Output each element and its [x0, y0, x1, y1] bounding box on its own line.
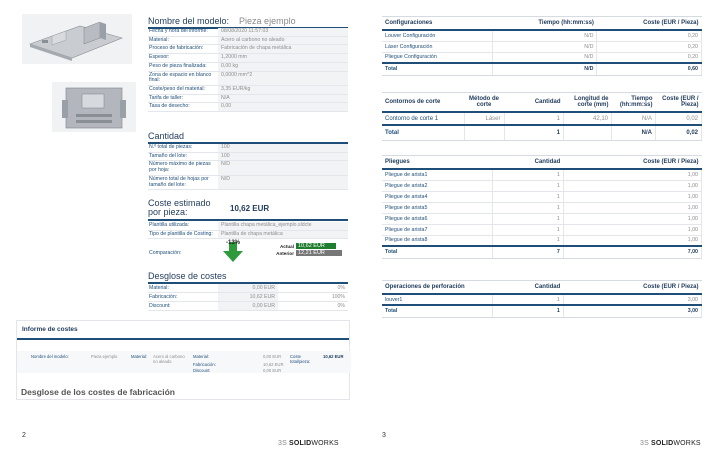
property-row: Espesor: 1,2000 mm — [148, 54, 348, 63]
template-row: Plantilla utilizada: Plantilla chapa metálica_ejemplo.sldcte — [148, 222, 348, 231]
model-name-value: Pieza ejemplo — [239, 16, 296, 26]
table-header-row: Operaciones de perforación Cantidad Coste (EUR / Pieza) — [382, 281, 702, 295]
manufacturing-breakdown-title: Desglose de los costes de fabricación — [21, 387, 176, 397]
report-page-3 — [372, 0, 722, 466]
property-row: Material: Acero al carbono no aleado — [148, 37, 348, 46]
solidworks-logo: 3S SOLIDWORKS — [278, 440, 339, 447]
quantity-properties — [148, 144, 348, 190]
actual-label: Actual — [279, 244, 294, 249]
cost-report-summary: Nombre del modelo: Pieza ejemplo Material: Acero al carbono no aleado Material: 0,00 EUR Fabricación: 10,62 EUR Discount: 0,00 EUR Coste total/pieza: 10,62 EUR — [17, 351, 351, 373]
template-row: Tipo de plantilla de Costing: Plantilla de chapa metálica — [148, 231, 348, 240]
model-name-label: Nombre del modelo: — [148, 16, 230, 26]
table-row: Láser Configuración N/D 0,20 — [382, 41, 702, 52]
table-row: Pliegue Configuración N/D 0,20 — [382, 52, 702, 63]
table-total-row: Total 1 3,00 — [382, 305, 702, 317]
breakdown-row: Material: 0,00 EUR 0% — [148, 284, 348, 293]
property-row: Tarifa de taller: N/A — [148, 95, 348, 104]
table-total-row: Total 7 7,00 — [382, 246, 702, 258]
report-page-2 — [8, 0, 358, 466]
bends-table — [382, 155, 702, 259]
property-row: Fecha y hora del informe: 08/08/2020 11:57:03 — [148, 28, 348, 37]
table-row: Pliegue de arista7 1 1,00 — [382, 224, 702, 235]
table-header-row: Configuraciones Tiempo (hh:mm:ss) Coste (EUR / Pieza) — [382, 17, 702, 31]
table-total-row: Total N/D 0,60 — [382, 63, 702, 75]
quantity-row: Número máximo de piezas por hoja: N/D — [148, 161, 348, 175]
table-row: Pliegue de arista8 1 1,00 — [382, 235, 702, 246]
breakdown-row: Fabricación: 10,62 EUR 100% — [148, 293, 348, 302]
model-properties — [148, 28, 348, 112]
table-row: Pliegue de arista4 1 1,00 — [382, 191, 702, 202]
table-row: Pliegue de arista5 1 1,00 — [382, 202, 702, 213]
part-isometric-image — [22, 14, 132, 64]
property-row: Coste/peso del material: 3,35 EUR/kg — [148, 86, 348, 95]
setups-table — [382, 16, 702, 76]
punch-operations-table — [382, 280, 702, 318]
quantity-row: Número total de hojas por tamaño del lote: N/D — [148, 176, 348, 190]
previous-cost-bar: 12,21 EUR — [296, 250, 342, 256]
cost-breakdown-rows — [148, 284, 348, 311]
quantity-row: Tamaño del lote: 100 — [148, 153, 348, 162]
table-header-row: Contornos de corte Método de corte Cantidad Longitud de corte (mm) Tiempo (hh:mm:ss) Coste (EUR / Pieza) — [382, 93, 702, 113]
page-number: 3 — [382, 432, 386, 439]
estimated-cost-heading — [148, 199, 348, 221]
comparison-label: Comparación: — [149, 250, 182, 256]
estimated-cost-label: Coste estimado por pieza: — [148, 198, 211, 218]
cut-contours-table — [382, 92, 702, 141]
table-header-row: Pliegues Cantidad Coste (EUR / Pieza) — [382, 156, 702, 170]
breakdown-row: Discount: 0,00 EUR 0% — [148, 302, 348, 311]
page-number: 2 — [22, 432, 26, 439]
table-row: louver1 1 3,00 — [382, 294, 702, 305]
table-row: Pliegue de arista2 1 1,00 — [382, 180, 702, 191]
comparison-percent: -13% — [226, 240, 241, 246]
property-row: Tasa de desecho: 0,00 — [148, 103, 348, 112]
part-front-image — [52, 82, 136, 132]
estimated-cost-value: 10,62 EUR — [230, 203, 270, 213]
previous-label: Anterior — [276, 251, 294, 256]
table-row: Pliegue de arista6 1 1,00 — [382, 213, 702, 224]
cost-report-title: Informe de costes — [17, 321, 349, 340]
comparison-chart — [218, 240, 346, 262]
property-row: Zona de espacio en blanco final: 0,0000 mm^2 — [148, 72, 348, 86]
property-row: Proceso de fabricación: Fabricación de chapa metálica — [148, 45, 348, 54]
cost-report-box — [16, 320, 350, 400]
quantity-row: N.º total de piezas: 100 — [148, 144, 348, 153]
template-properties — [148, 222, 348, 239]
table-row: Pliegue de arista1 1 1,00 — [382, 169, 702, 180]
table-row: Contorno de corte 1 Láser 1 42,10 N/A 0,02 — [382, 112, 702, 125]
table-row: Louver Configuración N/D 0,20 — [382, 30, 702, 41]
actual-cost-bar: 10,62 EUR — [296, 243, 336, 249]
cost-breakdown-heading: Desglose de costes — [148, 271, 348, 284]
quantity-heading: Cantidad — [148, 131, 348, 144]
property-row: Peso de pieza finalizada: 0,00 kg — [148, 63, 348, 72]
table-total-row: Total 1 N/A 0,02 — [382, 125, 702, 140]
solidworks-logo: 3S SOLIDWORKS — [640, 440, 701, 447]
